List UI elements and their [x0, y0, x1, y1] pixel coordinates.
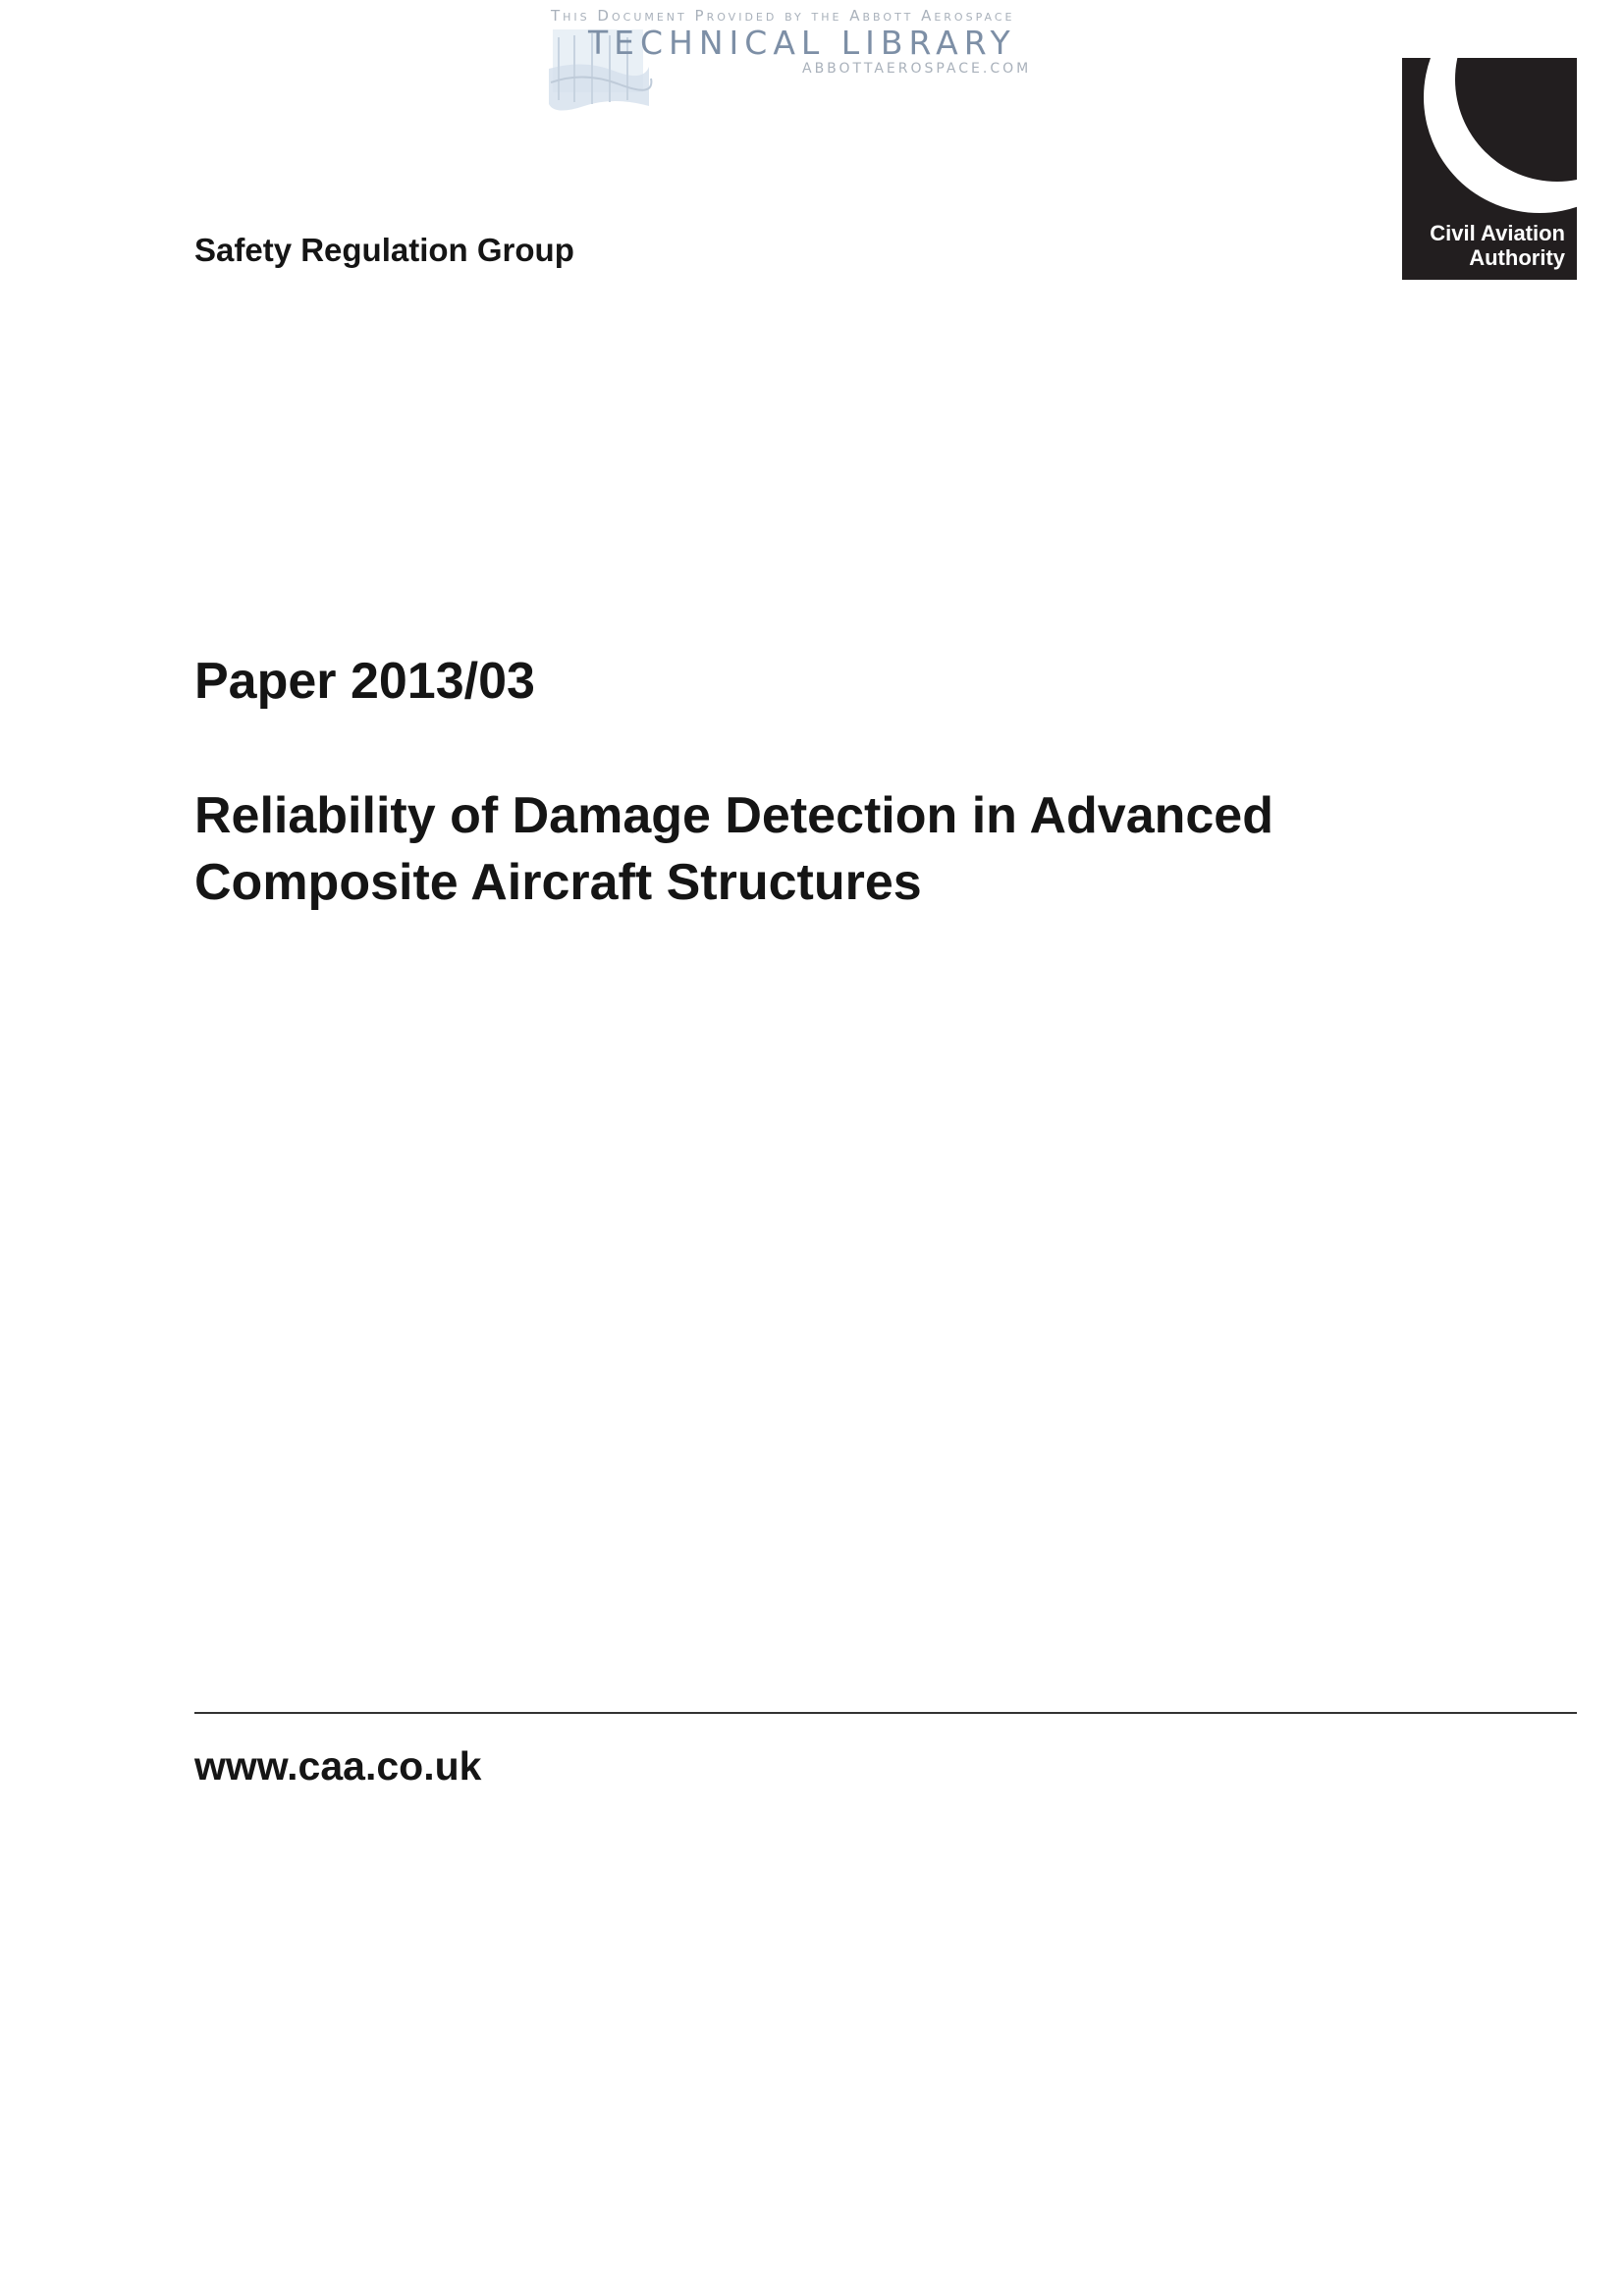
watermark-title: TECHNICAL LIBRARY — [588, 24, 1016, 62]
watermark-provider-text: This Document Provided by the Abbott Aerospace — [551, 7, 1015, 25]
caa-logo — [1402, 58, 1577, 280]
paper-number: Paper 2013/03 — [194, 653, 535, 710]
caa-logo-line1: Civil Aviation — [1430, 221, 1565, 245]
group-label: Safety Regulation Group — [194, 232, 574, 268]
caa-logo-line2: Authority — [1469, 245, 1565, 270]
website-link[interactable]: www.caa.co.uk — [194, 1743, 482, 1789]
footer-divider — [194, 1712, 1577, 1714]
caa-logo-text — [1430, 221, 1565, 270]
watermark-url: ABBOTTAEROSPACE.COM — [802, 61, 1032, 77]
paper-title: Reliability of Damage Detection in Advanced Composite Aircraft Structures — [194, 787, 1273, 911]
watermark — [545, 4, 1055, 114]
